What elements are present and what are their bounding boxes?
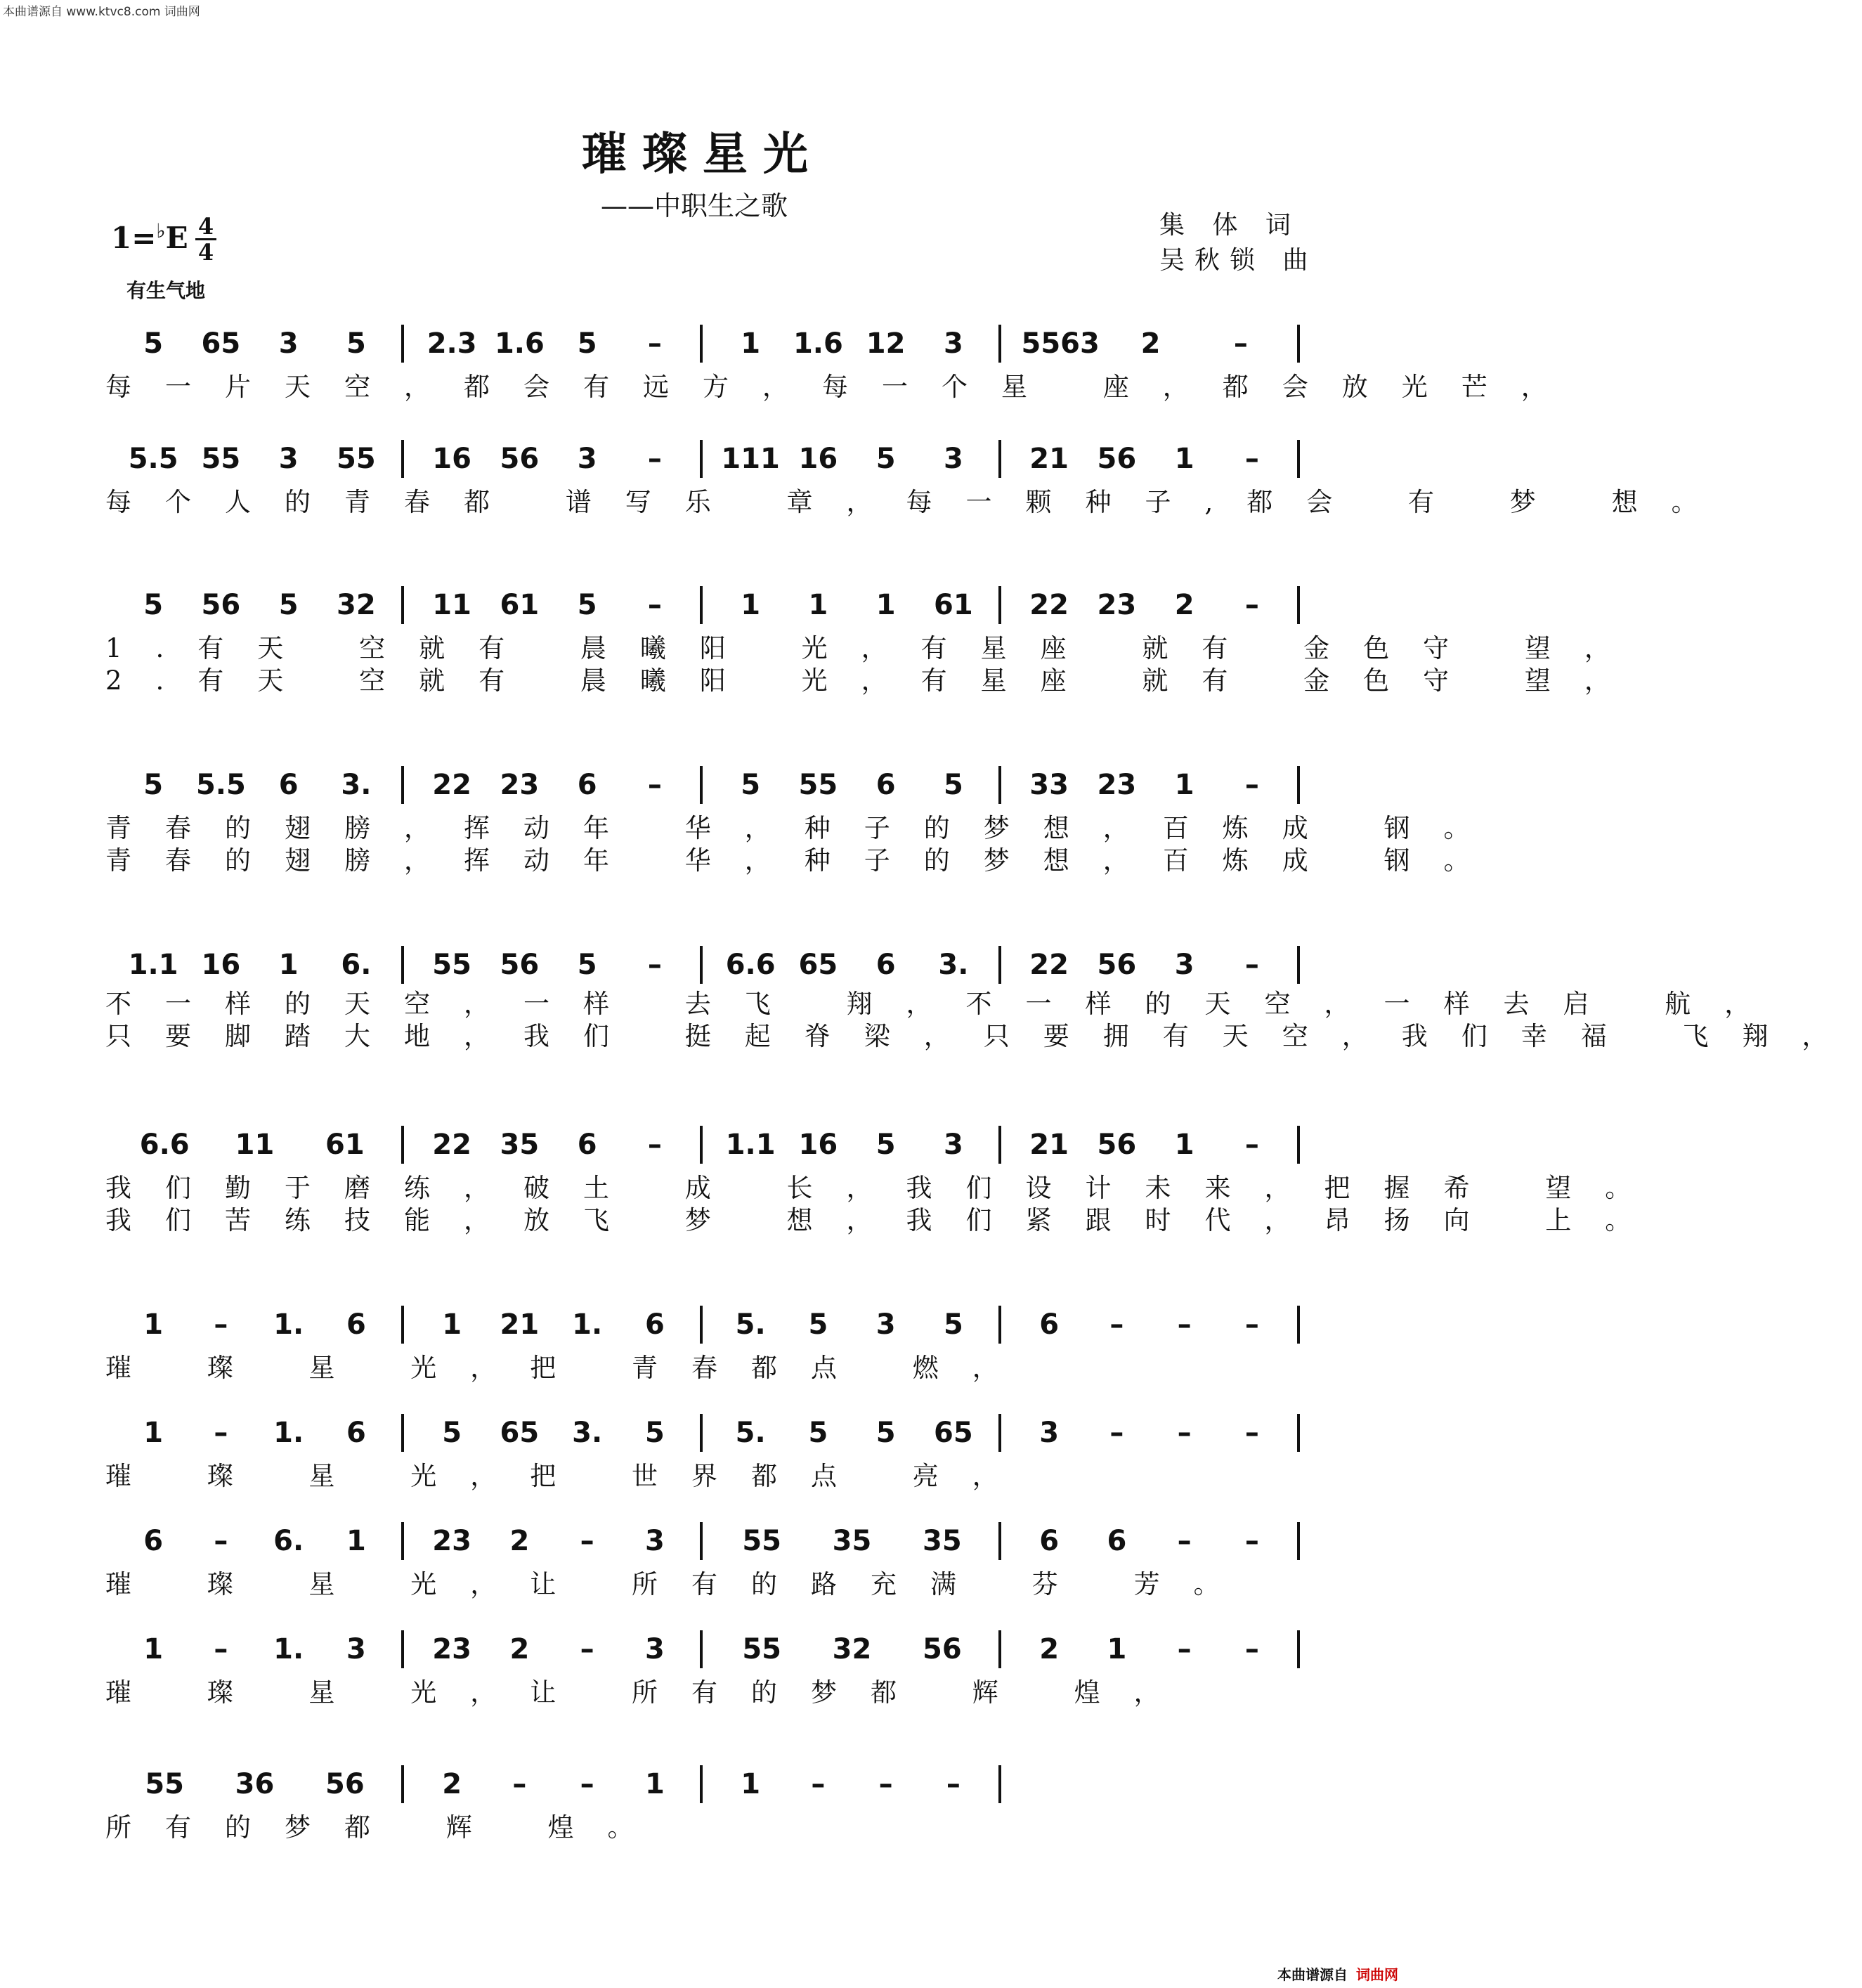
note: 61 xyxy=(325,1129,365,1161)
note: 1. xyxy=(273,1417,304,1449)
note: 6 xyxy=(346,1417,366,1449)
lyric-line: 璀 璨 星 光，把 世界都点 亮， xyxy=(105,1461,1032,1491)
note: 5.5 xyxy=(128,443,178,475)
barline xyxy=(998,1306,1001,1344)
note: 3 xyxy=(1174,949,1194,981)
barline xyxy=(401,766,404,804)
barline xyxy=(1297,1126,1300,1164)
note: – xyxy=(1177,1633,1192,1665)
note: 2 xyxy=(1174,589,1194,621)
note: 1.1 xyxy=(128,949,178,981)
lyric-line: 我们苦练技能，放飞 梦 想，我们紧跟时代，昂扬向 上。 xyxy=(105,1205,1665,1235)
note: 6 xyxy=(143,1525,164,1557)
note: 3 xyxy=(644,1525,665,1557)
lyric-line: 所有的梦都 辉 煌。 xyxy=(105,1812,668,1843)
note: – xyxy=(1177,1417,1192,1449)
note: – xyxy=(214,1525,228,1557)
note: 11 xyxy=(432,589,471,621)
note: 111 xyxy=(721,443,780,475)
note: 55 xyxy=(201,443,241,475)
note: 32 xyxy=(337,589,376,621)
barline xyxy=(700,1765,703,1803)
note: 5 xyxy=(278,589,299,621)
note: 22 xyxy=(432,769,471,801)
note: – xyxy=(1244,443,1259,475)
note: 55 xyxy=(145,1768,184,1800)
lyric-line: 我们勤于磨练，破土 成 长，我们设计未来，把握希 望。 xyxy=(105,1173,1665,1203)
barline xyxy=(700,1306,703,1344)
note: – xyxy=(1244,1308,1259,1341)
footer-watermark: 本曲谱源自 词曲网 xyxy=(1277,1966,1398,1983)
note: – xyxy=(214,1417,228,1449)
note: 5 xyxy=(943,1308,963,1341)
note: 6 xyxy=(875,769,896,801)
note: 3. xyxy=(572,1417,603,1449)
barline xyxy=(700,586,703,624)
note: 2 xyxy=(509,1525,530,1557)
lyricist: 集 体 词 xyxy=(1159,211,1301,240)
note: 6 xyxy=(644,1308,665,1341)
note: – xyxy=(647,949,662,981)
note: 65 xyxy=(798,949,838,981)
barline xyxy=(998,586,1001,624)
note: 2 xyxy=(1140,327,1161,360)
note: 3 xyxy=(644,1633,665,1665)
note: 22 xyxy=(432,1129,471,1161)
note: 3 xyxy=(577,443,597,475)
barline xyxy=(1297,946,1300,984)
note: 5 xyxy=(875,443,896,475)
tempo-marking: 有生气地 xyxy=(126,279,206,302)
note: 5 xyxy=(143,589,164,621)
barline xyxy=(700,1522,703,1560)
barline xyxy=(1297,1630,1300,1668)
note: 12 xyxy=(866,327,906,360)
source-header: 本曲谱源自 www.ktvc8.com 词曲网 xyxy=(3,5,200,19)
note: – xyxy=(647,769,662,801)
note: 56 xyxy=(325,1768,365,1800)
note: 2 xyxy=(509,1633,530,1665)
note: 3. xyxy=(341,769,372,801)
note: 22 xyxy=(1029,589,1069,621)
note: – xyxy=(1109,1308,1124,1341)
note: 6. xyxy=(273,1525,304,1557)
note: 55 xyxy=(337,443,376,475)
note: 3 xyxy=(943,327,963,360)
barline xyxy=(401,1414,404,1452)
barline xyxy=(700,440,703,478)
barline xyxy=(998,1630,1001,1668)
note: 1.1 xyxy=(725,1129,776,1161)
note: 3 xyxy=(278,443,299,475)
note: 5 xyxy=(143,327,164,360)
note: 65 xyxy=(201,327,241,360)
note: 56 xyxy=(1097,1129,1137,1161)
barline xyxy=(998,946,1001,984)
note: 1 xyxy=(1174,769,1194,801)
note: 56 xyxy=(500,443,540,475)
note: – xyxy=(512,1768,527,1800)
note: 1 xyxy=(808,589,828,621)
note: 1 xyxy=(346,1525,366,1557)
note: 21 xyxy=(1029,443,1069,475)
note: 5 xyxy=(875,1129,896,1161)
note: 6 xyxy=(875,949,896,981)
note: 32 xyxy=(832,1633,872,1665)
note: – xyxy=(580,1768,594,1800)
barline xyxy=(998,1765,1001,1803)
note: 16 xyxy=(798,1129,838,1161)
note: 5 xyxy=(875,1417,896,1449)
note: 23 xyxy=(500,769,540,801)
note: 5. xyxy=(735,1417,766,1449)
note: 6. xyxy=(341,949,372,981)
note: 1.6 xyxy=(793,327,843,360)
barline xyxy=(700,1630,703,1668)
note: 21 xyxy=(500,1308,540,1341)
note: 5 xyxy=(943,769,963,801)
note: 1 xyxy=(143,1417,164,1449)
note: 35 xyxy=(922,1525,962,1557)
note: 1 xyxy=(644,1768,665,1800)
barline xyxy=(401,1306,404,1344)
lyric-line: 每一片天空，都会有远方，每一个星 座，都会放光芒， xyxy=(105,372,1581,402)
note: – xyxy=(1244,769,1259,801)
note: 5 xyxy=(577,327,597,360)
lyric-line: 1.有天 空就有 晨曦阳 光，有星座 就有 金色守 望， xyxy=(105,633,1644,663)
barline xyxy=(1297,1522,1300,1560)
note: 55 xyxy=(742,1525,781,1557)
note: 55 xyxy=(742,1633,781,1665)
lyric-line: 璀 璨 星 光，让 所有的路充满 芬 芳。 xyxy=(105,1569,1254,1599)
song-subtitle: ——中职生之歌 xyxy=(601,190,788,221)
note: 5 xyxy=(644,1417,665,1449)
note: – xyxy=(1244,1525,1259,1557)
note: – xyxy=(647,1129,662,1161)
credits xyxy=(1159,208,1317,278)
barline xyxy=(1297,1306,1300,1344)
note: – xyxy=(647,589,662,621)
note: 16 xyxy=(432,443,471,475)
note: 6 xyxy=(577,1129,597,1161)
note: 1. xyxy=(273,1308,304,1341)
note: 36 xyxy=(235,1768,275,1800)
note: 23 xyxy=(1097,769,1137,801)
time-signature: 4 4 xyxy=(195,214,216,264)
note: 61 xyxy=(500,589,540,621)
note: 6 xyxy=(346,1308,366,1341)
note: 6 xyxy=(1039,1308,1060,1341)
barline xyxy=(401,325,404,363)
note: 55 xyxy=(798,769,838,801)
note: 1 xyxy=(143,1308,164,1341)
barline xyxy=(1297,325,1300,363)
note: 21 xyxy=(1029,1129,1069,1161)
note: 5 xyxy=(741,769,761,801)
barline xyxy=(700,946,703,984)
barline xyxy=(700,325,703,363)
note: 5 xyxy=(143,769,164,801)
note: 1 xyxy=(442,1308,462,1341)
note: 1 xyxy=(1107,1633,1127,1665)
barline xyxy=(998,1522,1001,1560)
barline xyxy=(401,440,404,478)
barline xyxy=(401,1522,404,1560)
note: 3 xyxy=(943,1129,963,1161)
note: 5 xyxy=(577,949,597,981)
note: 1. xyxy=(273,1633,304,1665)
barline xyxy=(1297,440,1300,478)
lyric-line: 2.有天 空就有 晨曦阳 光，有星座 就有 金色守 望， xyxy=(105,665,1644,696)
note: 23 xyxy=(1097,589,1137,621)
note: 23 xyxy=(432,1525,471,1557)
note: 56 xyxy=(201,589,241,621)
lyric-line: 青春的翅膀，挥动年 华，种子的梦想，百炼成 钢。 xyxy=(105,845,1504,876)
note: – xyxy=(1177,1525,1192,1557)
note: 3 xyxy=(875,1308,896,1341)
note: 2 xyxy=(442,1768,462,1800)
note: – xyxy=(1244,1633,1259,1665)
lyric-line: 每个人的青春都 谱写乐 章，每一颗种子,都会 有 梦 想。 xyxy=(105,487,1731,517)
flat-icon: ♭ xyxy=(156,219,166,242)
note: 5.5 xyxy=(195,769,246,801)
note: 1 xyxy=(741,1768,761,1800)
note: 23 xyxy=(432,1633,471,1665)
note: 35 xyxy=(832,1525,872,1557)
note: 2 xyxy=(1039,1633,1060,1665)
note: 1 xyxy=(278,949,299,981)
note: 5. xyxy=(735,1308,766,1341)
note: 6.6 xyxy=(725,949,776,981)
barline xyxy=(401,946,404,984)
barline xyxy=(1297,1414,1300,1452)
note: – xyxy=(946,1768,961,1800)
note: – xyxy=(1177,1308,1192,1341)
note: 1.6 xyxy=(494,327,545,360)
barline xyxy=(1297,766,1300,804)
note: 6.6 xyxy=(139,1129,190,1161)
lyric-line: 青春的翅膀，挥动年 华，种子的梦想，百炼成 钢。 xyxy=(105,813,1504,843)
note: 1. xyxy=(572,1308,603,1341)
note: 5 xyxy=(577,589,597,621)
note: – xyxy=(1109,1417,1124,1449)
note: – xyxy=(647,327,662,360)
note: 5 xyxy=(346,327,366,360)
note: 3 xyxy=(1039,1417,1060,1449)
note: 16 xyxy=(798,443,838,475)
key-signature: 1=♭E xyxy=(111,219,188,255)
note: 11 xyxy=(235,1129,275,1161)
note: 3. xyxy=(938,949,969,981)
note: 56 xyxy=(922,1633,962,1665)
note: 61 xyxy=(934,589,973,621)
note: – xyxy=(214,1308,228,1341)
barline xyxy=(1297,586,1300,624)
note: 1 xyxy=(1174,1129,1194,1161)
note: 6 xyxy=(577,769,597,801)
barline xyxy=(998,766,1001,804)
barline xyxy=(998,1414,1001,1452)
barline xyxy=(998,1126,1001,1164)
barline xyxy=(998,325,1001,363)
note: 65 xyxy=(500,1417,540,1449)
note: 2.3 xyxy=(427,327,477,360)
note: 56 xyxy=(1097,949,1137,981)
note: – xyxy=(1244,949,1259,981)
note: 56 xyxy=(1097,443,1137,475)
note: 5 xyxy=(442,1417,462,1449)
note: 56 xyxy=(500,949,540,981)
lyric-line: 不一样的天空，一样 去飞 翔，不一样的天空，一样去启 航， xyxy=(105,989,1785,1019)
note: – xyxy=(1244,1417,1259,1449)
note: 5 xyxy=(808,1308,828,1341)
lyric-line: 璀 璨 星 光，让 所有的梦都 辉 煌， xyxy=(105,1677,1194,1708)
composer: 吴秋锁 曲 xyxy=(1159,246,1318,275)
note: 65 xyxy=(934,1417,973,1449)
song-title: 璀璨星光 xyxy=(582,128,823,181)
lyric-line: 只要脚踏大地，我们 挺起脊梁，只要拥有天空，我们幸福 飞翔， xyxy=(105,1021,1862,1051)
note: – xyxy=(811,1768,826,1800)
lyric-line: 璀 璨 星 光，把 青春都点 燃， xyxy=(105,1353,1032,1383)
note: – xyxy=(647,443,662,475)
note: – xyxy=(1244,1129,1259,1161)
note: – xyxy=(1244,589,1259,621)
note: 5563 xyxy=(1021,327,1100,360)
note: 1 xyxy=(143,1633,164,1665)
barline xyxy=(401,586,404,624)
barline xyxy=(401,1126,404,1164)
barline xyxy=(998,440,1001,478)
note: 1 xyxy=(741,327,761,360)
note: 22 xyxy=(1029,949,1069,981)
note: 6 xyxy=(278,769,299,801)
barline xyxy=(700,1414,703,1452)
note: 33 xyxy=(1029,769,1069,801)
note: 55 xyxy=(432,949,471,981)
note: – xyxy=(214,1633,228,1665)
barline xyxy=(700,766,703,804)
note: 5 xyxy=(808,1417,828,1449)
note: – xyxy=(580,1633,594,1665)
note: – xyxy=(580,1525,594,1557)
note: 3 xyxy=(346,1633,366,1665)
note: – xyxy=(878,1768,893,1800)
barline xyxy=(700,1126,703,1164)
note: 1 xyxy=(741,589,761,621)
note: 1 xyxy=(1174,443,1194,475)
note: 35 xyxy=(500,1129,540,1161)
note: 3 xyxy=(278,327,299,360)
barline xyxy=(401,1765,404,1803)
note: 3 xyxy=(943,443,963,475)
note: 1 xyxy=(875,589,896,621)
note: 16 xyxy=(201,949,241,981)
note: 6 xyxy=(1039,1525,1060,1557)
barline xyxy=(401,1630,404,1668)
note: – xyxy=(1233,327,1248,360)
note: 6 xyxy=(1107,1525,1127,1557)
